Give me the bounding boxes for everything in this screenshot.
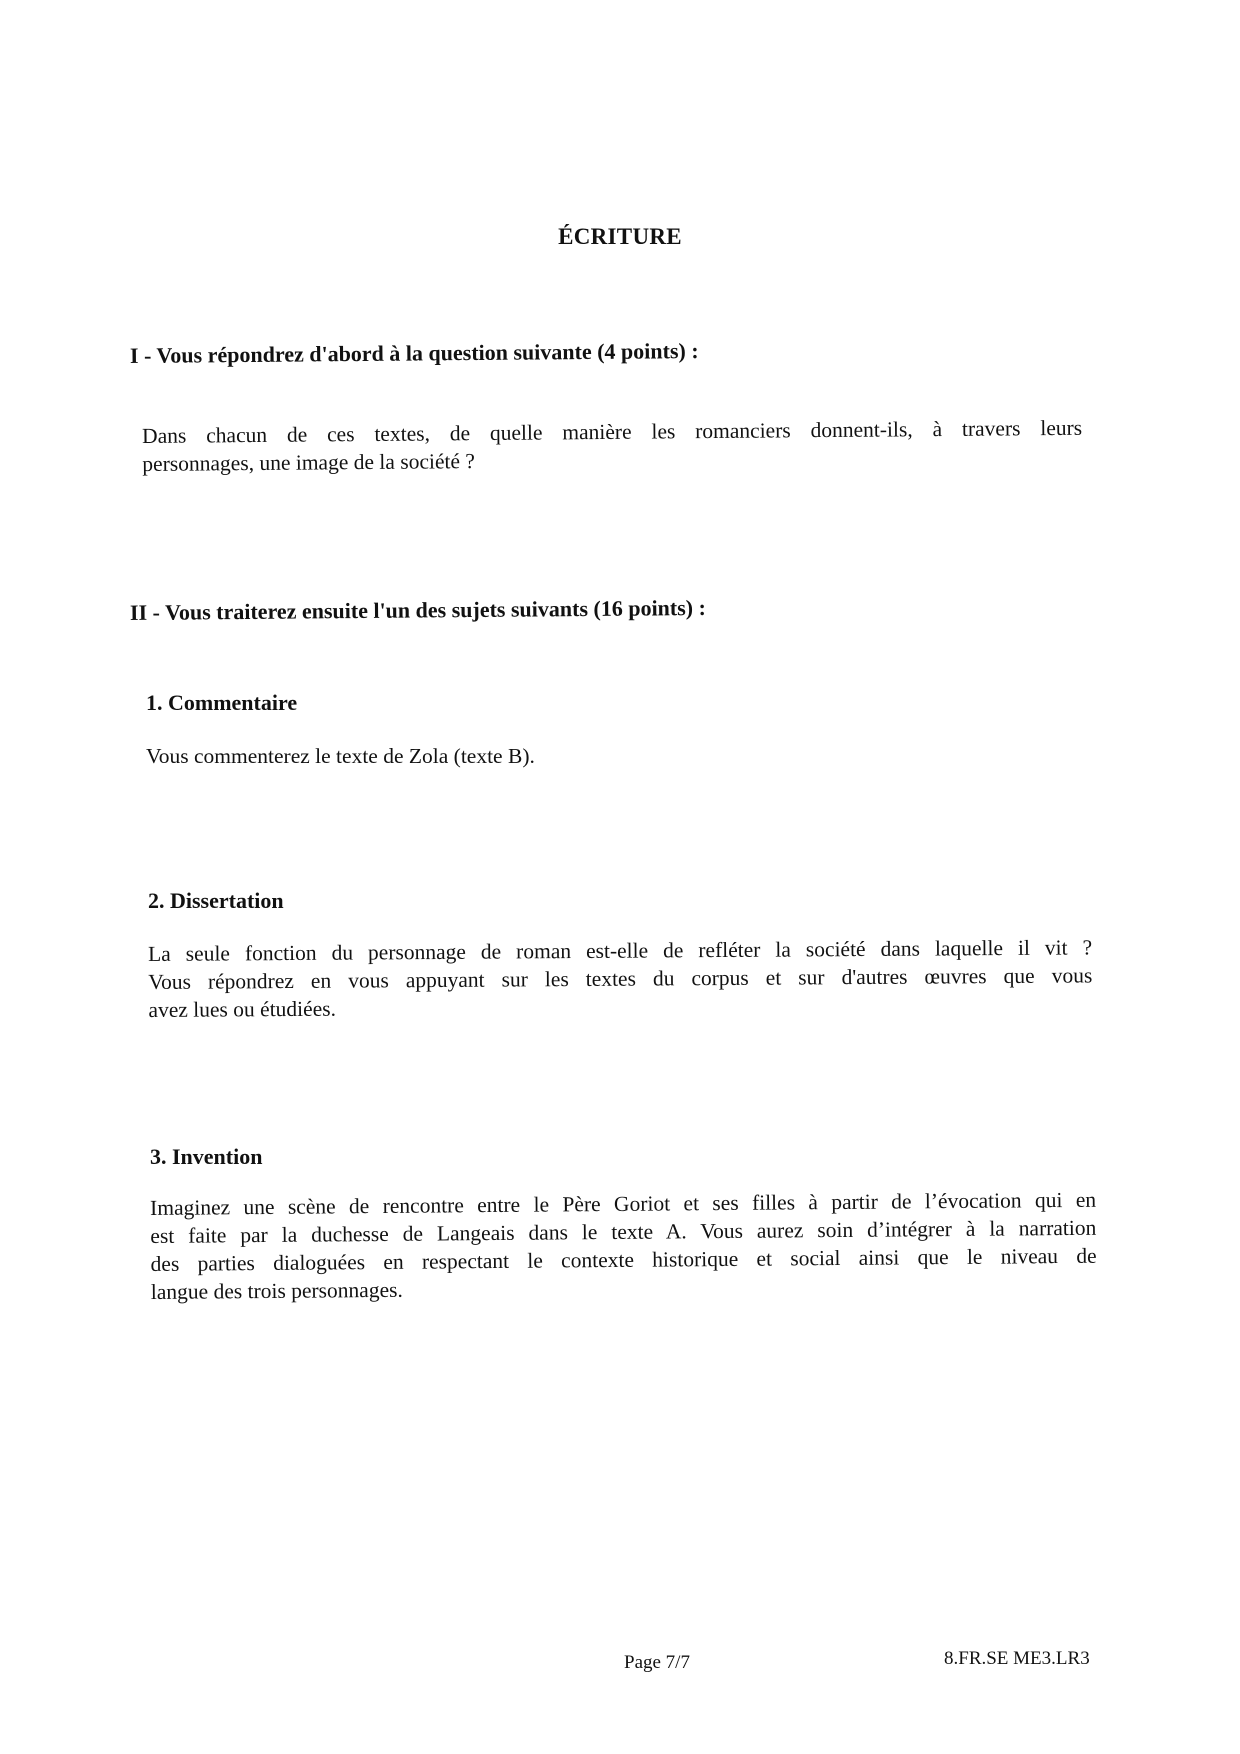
dissertation-heading: 2. Dissertation <box>148 888 284 913</box>
dissertation-line-3: avez lues ou étudiées. <box>148 996 337 1022</box>
question-line-1: Dans chacun de ces textes, de quelle manière les romanciers donnent-ils, à travers leurs <box>142 415 1083 448</box>
invention-heading: 3. Invention <box>150 1144 263 1169</box>
question-line-2: personnages, une image de la société ? <box>142 449 475 476</box>
subjects-heading: II - Vous traiterez ensuite l'un des sujets suivants (16 points) : <box>129 594 707 625</box>
invention-line-3: des parties dialoguées en respectant le contexte historique et social ainsi que le niveau de <box>150 1243 1097 1276</box>
commentaire-heading: 1. Commentaire <box>146 690 298 715</box>
document-code: 8.FR.SE ME3.LR3 <box>944 1648 1090 1669</box>
question-heading: I - Vous répondrez d'abord à la question suivante (4 points) : <box>129 338 699 368</box>
page-title: ÉCRITURE <box>558 224 682 249</box>
invention-line-1: Imaginez une scène de rencontre entre le Père Goriot et ses filles à partir de l’évocation qui en <box>150 1187 1097 1220</box>
invention-text <box>150 1186 1097 1306</box>
question-text <box>142 414 1082 478</box>
page-number: Page 7/7 <box>624 1652 690 1673</box>
commentaire-line-1: Vous commenterez le texte de Zola (texte B). <box>146 744 535 768</box>
commentaire-text <box>146 742 1046 770</box>
invention-line-4: langue des trois personnages. <box>150 1277 403 1304</box>
dissertation-line-1: La seule fonction du personnage de roman est-elle de refléter la société dans laquelle il vit ? <box>148 935 1093 966</box>
invention-line-2: est faite par la duchesse de Langeais dans le texte A. Vous aurez soin d’intégrer à la narration <box>150 1215 1097 1248</box>
dissertation-text <box>148 933 1093 1024</box>
dissertation-line-2: Vous répondrez en vous appuyant sur les textes du corpus et sur d'autres œuvres que vous <box>148 963 1093 994</box>
